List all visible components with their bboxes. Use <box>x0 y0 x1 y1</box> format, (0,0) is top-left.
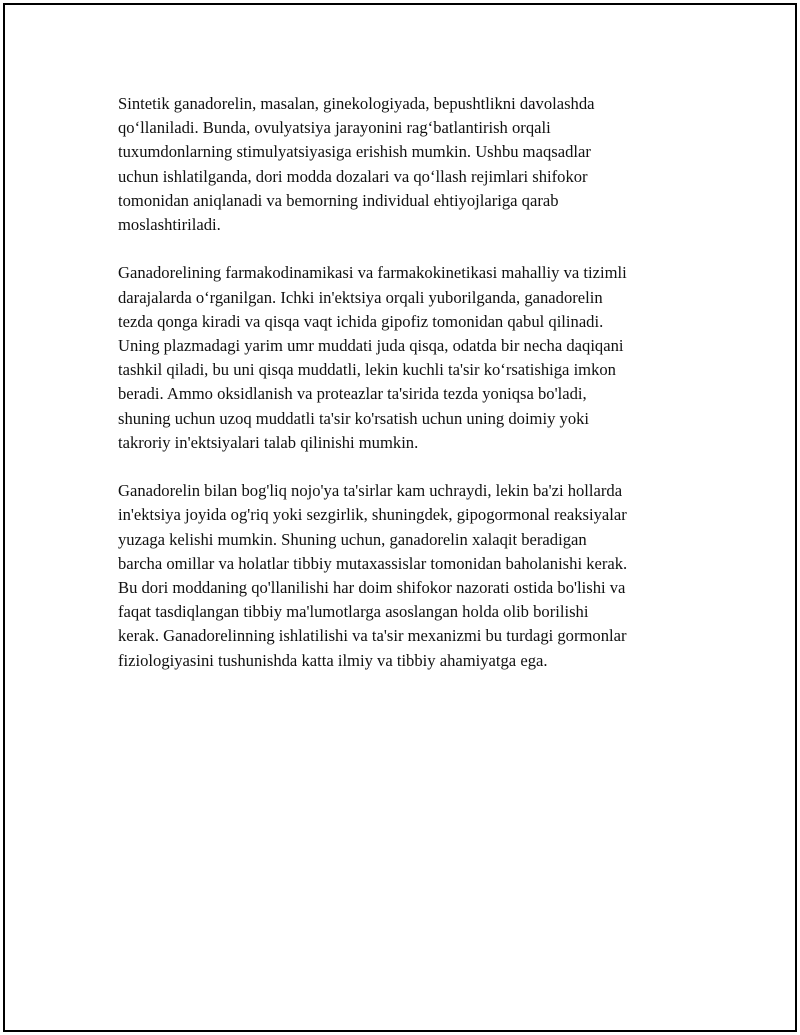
paragraph-2: Ganadorelining farmakodinamikasi va farmakokinetikasi mahalliy va tizimli darajalarda o‘rganilgan. Ichki in'ektsiya orqali yuborilganda, ganadorelin tezda qonga kiradi va qisqa vaqt ichida gipofiz tomonidan qabul qilinadi. Uning plazmadagi yarim umr muddati juda qisqa, odatda bir necha daqiqani tashkil qiladi, bu uni qisqa muddatli, lekin kuchli ta'sir ko‘rsatishiga imkon beradi. Ammo oksidlanish va proteazlar ta'sirida tezda yoniqsa bo'ladi, shuning uchun uzoq muddatli ta'sir ko'rsatish uchun uning doimiy yoki takroriy in'ektsiyalari talab qilinishi mumkin. <box>118 263 627 452</box>
document-body <box>118 92 698 697</box>
paragraph-1: Sintetik ganadorelin, masalan, ginekologiyada, bepushtlikni davolashda qo‘llaniladi. Bunda, ovulyatsiya jarayonini rag‘batlantirish orqali tuxumdonlarning stimulyatsiyasiga erishish mumkin. Ushbu maqsadlar uchun ishlatilganda, dori modda dozalari va qo‘llash rejimlari shifokor tomonidan aniqlanadi va bemorning individual ehtiyojlariga qarab moslashtiriladi. <box>118 94 595 235</box>
paragraph-3: Ganadorelin bilan bog'liq nojo'ya ta'sirlar kam uchraydi, lekin ba'zi hollarda in'ektsiya joyida og'riq yoki sezgirlik, shuningdek, gipogormonal reaksiyalar yuzaga kelishi mumkin. Shuning uchun, ganadorelin xalaqit beradigan barcha omillar va holatlar tibbiy mutaxassislar tomonidan baholanishi kerak. Bu dori moddaning qo'llanilishi har doim shifokor nazorati ostida bo'lishi va faqat tasdiqlangan tibbiy ma'lumotlarga asoslangan holda olib borilishi kerak. Ganadorelinning ishlatilishi va ta'sir mexanizmi bu turdagi gormonlar fiziologiyasini tushunishda katta ilmiy va tibbiy ahamiyatga ega. <box>118 481 628 670</box>
